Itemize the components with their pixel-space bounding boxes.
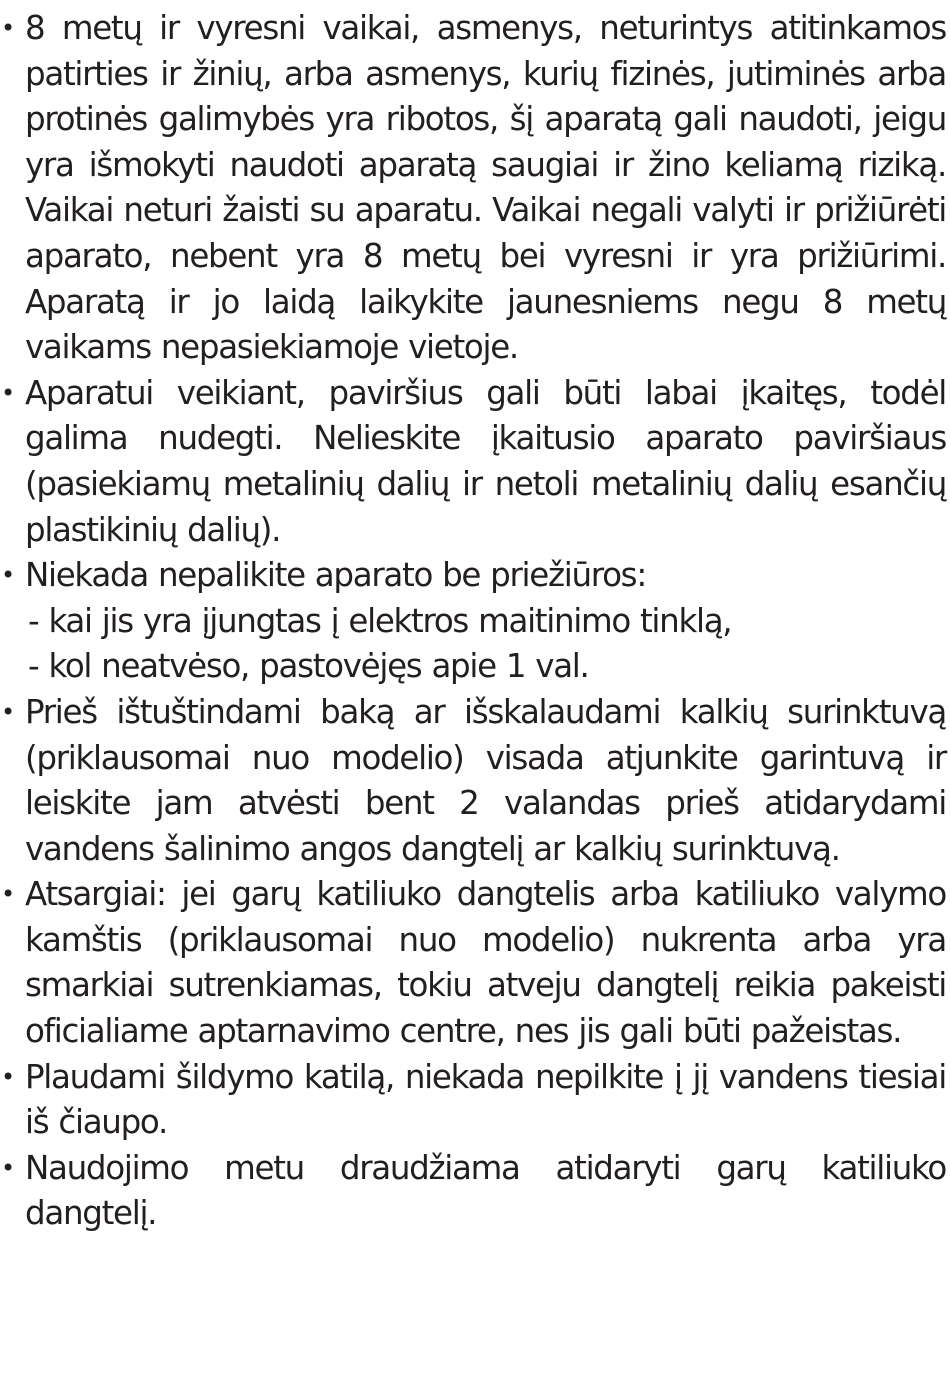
list-item <box>0 690 946 872</box>
list-item <box>0 371 946 553</box>
bullet-text: • Niekada nepalikite aparato be priežiūros: <box>25 556 646 595</box>
bullet-text: • Prieš ištuštindami baką ar išskalaudami kalkių surinktuvą (priklausomai nuo modelio) visada atjunkite garintuvą ir leiskite jam atvėsti bent 2 valandas prieš atidarydami vandens šalinimo angos dangtelį ar kalkių surinktuvą. <box>25 692 946 868</box>
list-item <box>0 6 946 371</box>
bullet-text: • 8 metų ir vyresni vaikai, asmenys, neturintys atitinkamos patirties ir žinių, arba asmenys, kurių fizinės, jutiminės arba protinės galimybės yra ribotos, šį aparatą gali naudoti, jeigu yra išmokyti naudoti aparatą saugiai ir žino keliamą riziką. Vaikai neturi žaisti su aparatu. Vaikai negali valyti ir prižiūrėti aparato, nebent yra 8 metų bei vyresni ir yra prižiūrimi. Aparatą ir jo laidą laikykite jaunesniems negu 8 metų vaikams nepasiekiamoje vietoje. <box>25 9 946 367</box>
list-item <box>0 1055 946 1146</box>
safety-instructions <box>0 6 946 1237</box>
sub-list-item: - kol neatvėso, pastovėjęs apie 1 val. <box>28 647 589 686</box>
list-item <box>0 1146 946 1237</box>
bullet-text: • Naudojimo metu draudžiama atidaryti garų katiliuko dangtelį. <box>25 1148 946 1233</box>
bullet-text: • Atsargiai: jei garų katiliuko dangtelis arba katiliuko valymo kamštis (priklausomai nuo modelio) nukrenta arba yra smarkiai sutrenkiamas, tokiu atveju dangtelį reikia pakeisti oficialiame aptarnavimo centre, nes jis gali būti pažeistas. <box>25 875 946 1051</box>
list-item <box>0 553 946 690</box>
bullet-text: • Aparatui veikiant, paviršius gali būti labai įkaitęs, todėl galima nudegti. Nelieskite įkaitusio aparato paviršiaus (pasiekiamų metalinių dalių ir netoli metalinių dalių esančių plastikinių dalių). <box>25 373 946 549</box>
list-item <box>0 872 946 1054</box>
bullet-text: • Plaudami šildymo katilą, niekada nepilkite į jį vandens tiesiai iš čiaupo. <box>25 1057 946 1142</box>
sub-list-item: - kai jis yra įjungtas į elektros maitinimo tinklą, <box>28 601 732 640</box>
bullet-list <box>0 6 946 1237</box>
